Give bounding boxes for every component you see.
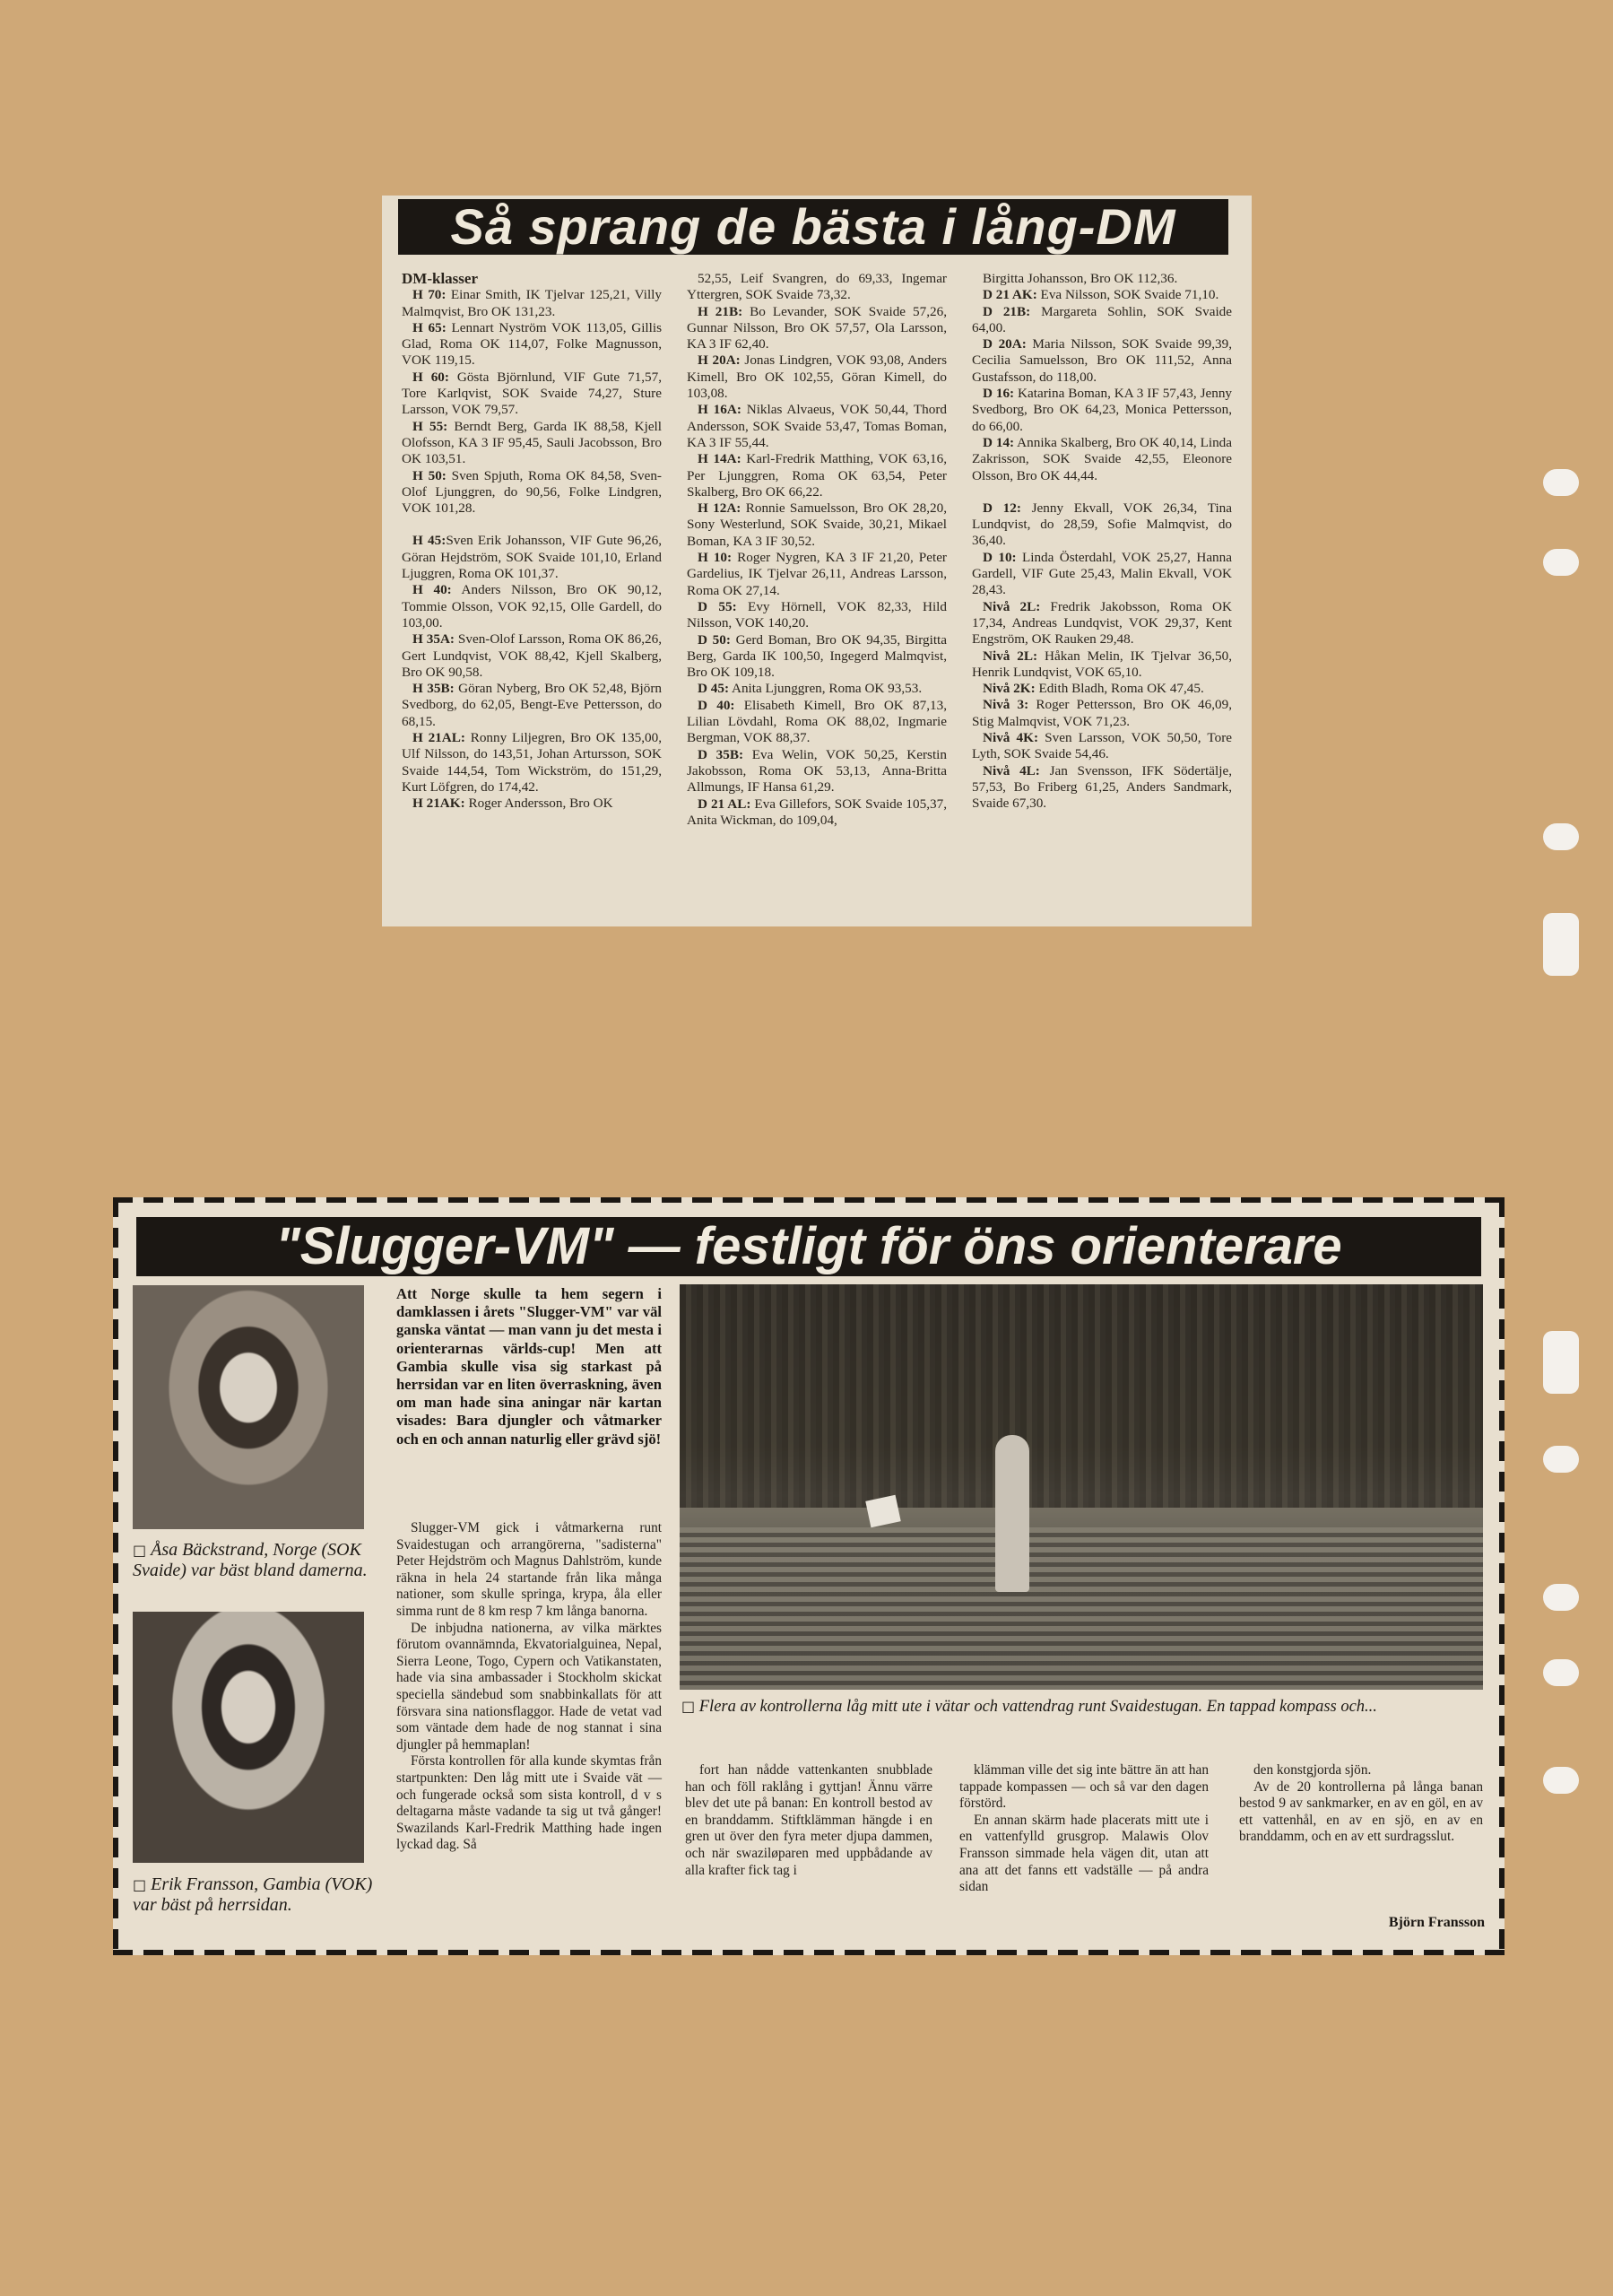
results-entry	[402, 681, 662, 730]
class-label: H 10:	[698, 550, 733, 566]
results-column-1	[402, 271, 662, 813]
article-paragraph: De inbjudna nationerna, av vilka märktes förutom ovannämnda, Ekvatorialguinea, Nepal, Sierra Leone, Togo, Cypern och Vatikanstaten, hade via sina ambassader i Stockholm skickat speciella sändebud som snabbinkallats för att försvara sina nationsflaggor. Hade de vetat vad som väntade dem hade de nog stannat i sina djungler på hemmaplan!	[396, 1620, 662, 1752]
class-label: D 12:	[983, 500, 1021, 516]
results-entry	[402, 468, 662, 517]
result-text: Eva Gillefors, SOK Svaide 105,37, Anita Wickman, do 109,04,	[687, 796, 947, 828]
result-text: Lennart Nyström VOK 113,05, Gillis Glad, Roma OK 114,07, Folke Magnusson, VOK 119,15.	[402, 319, 663, 369]
caption-box-icon: □	[133, 1876, 147, 1893]
result-text: Gösta Björnlund, VIF Gute 71,57, Tore Karlqvist, SOK Svaide 74,27, Sture Larsson, VOK 79,57.	[402, 369, 663, 418]
caption-box-icon: □	[681, 1698, 696, 1715]
results-entry	[972, 763, 1232, 813]
class-label: H 35A:	[412, 631, 455, 648]
class-label: D 40:	[698, 697, 735, 713]
class-label: D 35B:	[698, 746, 744, 762]
results-entry	[687, 698, 947, 747]
class-label: Nivå 4L:	[983, 762, 1040, 778]
results-entry	[687, 500, 947, 550]
results-entry	[687, 796, 947, 830]
article-paragraph: Slugger-VM gick i våtmarkerna runt Svaidestugan och arrangörerna, "sadisterna" Peter Hejdström och Magnus Dahlström, kunde räkna in hela 24 startande från lika många nationer, som skulle springa, krypa, åla eller simma runt de 8 km resp 7 km långa banorna.	[396, 1520, 662, 1619]
results-clipping	[382, 196, 1252, 926]
results-entry	[687, 681, 947, 697]
result-text: Sven Larsson, VOK 50,50, Tore Lyth, SOK Svaide 54,46.	[972, 730, 1233, 762]
results-column-3	[972, 271, 1232, 813]
result-text: Roger Andersson, Bro OK	[464, 796, 613, 812]
result-text: Roger Nygren, KA 3 IF 21,20, Peter Gardelius, IK Tjelvar 26,11, Andreas Larsson, Roma OK 27,14.	[687, 550, 947, 598]
results-entry	[687, 632, 947, 682]
article-column-1	[396, 1520, 662, 1854]
class-label: D 55:	[698, 598, 737, 614]
binder-hole	[1543, 823, 1579, 850]
class-label: H 20A:	[698, 352, 741, 369]
result-text: Fredrik Jakobsson, Roma OK 17,34, Andreas Lundqvist, VOK 29,37, Kent Engström, OK Rauken 29,48.	[972, 598, 1232, 648]
dashed-border	[113, 1197, 1505, 1203]
binder-hole	[1543, 1331, 1579, 1394]
wetland-runner-photo	[680, 1284, 1483, 1690]
results-entry	[687, 599, 947, 632]
class-label: H 21AK:	[412, 796, 465, 812]
article-paragraph: Av de 20 kontrollerna på långa banan bestod 9 av sankmarker, en av en göl, en av ett vattenhål, en av en sjö, en av en branddamm, och en av ett surdragsslut.	[1239, 1779, 1483, 1845]
class-label: D 16:	[983, 386, 1015, 402]
article-lead: Att Norge skulle ta hem segern i damklassen i årets "Slugger-VM" var väl ganska väntat — man vann ju det mesta i orienterarnas världs-cup! Men att Gambia skulle visa sig starkast på herrsidan var en liten överraskning, även om man hade sina aningar när kartan visades: Bara djungler och våtmarker och en och annan naturlig eller grävd sjö!	[396, 1285, 662, 1448]
result-text: Håkan Melin, IK Tjelvar 36,50, Henrik Lundqvist, VOK 65,10.	[972, 648, 1233, 680]
binder-hole	[1543, 1659, 1579, 1686]
results-entry	[687, 550, 947, 599]
result-text: Gerd Boman, Bro OK 94,35, Birgitta Berg, Garda IK 100,50, Ingegerd Malmqvist, Bro OK 109,18.	[687, 631, 947, 681]
article-column-4	[1239, 1762, 1483, 1846]
article-paragraph: den konstgjorda sjön.	[1253, 1762, 1372, 1778]
class-label: H 70:	[412, 287, 447, 303]
class-label: H 14A:	[698, 451, 741, 467]
result-text: Sven-Olof Larsson, Roma OK 86,26, Gert Lundqvist, VOK 88,42, Kjell Skalberg, Bro OK 90,58.	[402, 631, 662, 680]
binder-hole	[1543, 1584, 1579, 1611]
results-entry	[687, 402, 947, 451]
caption-text: Flera av kontrollerna låg mitt ute i vätar och vattendrag runt Svaidestugan. En tappad kompass och...	[698, 1698, 1377, 1716]
caption-text: Erik Fransson, Gambia (VOK) var bäst på herrsidan.	[133, 1874, 373, 1915]
result-text: 52,55, Leif Svangren, do 69,33, Ingemar Yttergren, SOK Svaide 73,32.	[687, 271, 947, 303]
result-text: Ronny Liljegren, Bro OK 135,00, Ulf Nilsson, do 143,51, Johan Artursson, SOK Svaide 144,54, Tom Wickström, do 151,29, Kurt Löfgren, do 174,42.	[402, 730, 662, 795]
results-entry	[972, 730, 1232, 763]
result-text: Jenny Ekvall, VOK 26,34, Tina Lundqvist, do 28,59, Sofie Malmqvist, do 36,40.	[972, 500, 1232, 549]
article-clipping	[113, 1197, 1505, 1955]
result-text: Edith Bladh, Roma OK 47,45.	[1035, 681, 1204, 697]
class-label: H 21B:	[698, 303, 743, 319]
results-section-heading: DM-klasser	[402, 270, 478, 287]
caption-asa	[133, 1540, 373, 1581]
results-entry	[972, 648, 1232, 682]
dashed-border	[113, 1950, 1505, 1955]
result-text: Birgitta Johansson, Bro OK 112,36.	[983, 271, 1178, 286]
article-paragraph: En annan skärm hade placerats mitt ute i en vattenfylld grusgrop. Malawis Olov Fransson simmade hela vägen dit, utan att ana att det fanns ett vadställe — på andra sidan	[959, 1812, 1209, 1895]
class-label: H 40:	[412, 582, 452, 598]
class-label: H 45:	[412, 533, 447, 549]
result-text: Jonas Lindgren, VOK 93,08, Anders Kimell, Bro OK 102,55, Göran Kimell, do 103,08.	[687, 352, 947, 402]
result-text: Margareta Sohlin, SOK Svaide 64,00.	[972, 303, 1232, 335]
results-entry	[972, 271, 1232, 287]
class-label: D 21B:	[983, 303, 1031, 319]
results-entry	[972, 550, 1232, 599]
results-entry	[972, 697, 1232, 730]
class-label: H 12A:	[698, 500, 741, 517]
result-text: Ronnie Samuelsson, Bro OK 28,20, Sony Westerlund, SOK Svaide, 30,21, Mikael Boman, KA 3 IF 30,52.	[687, 500, 947, 549]
results-entry	[972, 287, 1232, 303]
class-label: H 21AL:	[412, 730, 465, 746]
result-text: Annika Skalberg, Bro OK 40,14, Linda Zakrisson, SOK Svaide 42,55, Eleonore Olsson, Bro OK 44,44.	[972, 434, 1233, 483]
dashed-border	[1499, 1197, 1505, 1955]
result-text: Katarina Boman, KA 3 IF 57,43, Jenny Svedborg, Bro OK 64,23, Monica Pettersson, do 66,00.	[972, 386, 1233, 434]
result-text: Jan Svensson, IFK Södertälje, 57,53, Bo Friberg 61,25, Anders Sandmark, Svaide 67,30.	[972, 762, 1232, 812]
result-text: Karl-Fredrik Matthing, VOK 63,16, Per Ljunggren, Roma OK 63,54, Peter Skalberg, Bro OK 66,22.	[687, 451, 947, 500]
class-label: Nivå 4K:	[983, 730, 1039, 746]
class-label: H 16A:	[698, 402, 741, 418]
results-entry	[402, 631, 662, 681]
class-label: Nivå 2L:	[983, 598, 1041, 614]
runner-figure	[995, 1435, 1029, 1592]
binder-hole	[1543, 1767, 1579, 1794]
results-headline: Så sprang de bästa i lång-DM	[398, 199, 1228, 255]
article-column-2	[685, 1762, 932, 1879]
result-text: Sven Spjuth, Roma OK 84,58, Sven-Olof Ljunggren, do 90,56, Folke Lindgren, VOK 101,28.	[402, 467, 662, 517]
article-paragraph: Första kontrollen för alla kunde skymtas från startpunkten: Den låg mitt ute i Svaide vät — och fungerade också som sista kontroll, d v s deltagarna måste vadande ta sig ut två gånger! Swazilands Karl-Fredrik Matthing hade ingen lyckad dag. Så	[396, 1753, 662, 1853]
class-label: D 20A:	[983, 336, 1027, 352]
results-columns	[402, 271, 1236, 1060]
results-entry	[402, 419, 662, 468]
class-label: H 55:	[412, 418, 448, 434]
result-text: Anders Nilsson, Bro OK 90,12, Tommie Olsson, VOK 92,15, Olle Gardell, do 103,00.	[402, 582, 662, 631]
class-label: H 65:	[412, 319, 447, 335]
binder-hole	[1543, 913, 1579, 976]
result-text: Anita Ljunggren, Roma OK 93,53.	[729, 681, 923, 697]
results-entry	[972, 435, 1232, 484]
photo-water	[680, 1527, 1483, 1690]
binder-hole	[1543, 549, 1579, 576]
class-label: H 60:	[412, 369, 449, 385]
results-entry	[972, 336, 1232, 386]
result-text: Berndt Berg, Garda IK 88,58, Kjell Olofsson, KA 3 IF 95,45, Sauli Jacobsson, Bro OK 103,51.	[402, 418, 662, 467]
binder-hole	[1543, 1446, 1579, 1473]
caption-text: Åsa Bäckstrand, Norge (SOK Svaide) var bäst bland damerna.	[133, 1540, 368, 1580]
class-label: D 45:	[698, 681, 730, 697]
results-entry	[972, 500, 1232, 550]
article-paragraph: fort han nådde vattenkanten snubblade han och föll raklång i gyttjan! Ännu värre blev det ute på banan: En kontroll bestod av en branddamm. Stiftklämman hängde i en gren ut över den fyra meter djupa dammen, och när swaziløparen med uppbådande av alla krafter fick tag i	[685, 1762, 932, 1878]
result-text: Sven Erik Johansson, VIF Gute 96,26, Göran Hejdström, SOK Svaide 101,10, Erland Ljuggren, Roma OK 101,37.	[402, 533, 662, 582]
photo-trees	[680, 1284, 1483, 1508]
portrait-photo-erik	[133, 1612, 364, 1863]
results-entry	[972, 681, 1232, 697]
results-entry	[402, 370, 662, 419]
results-entry	[402, 796, 662, 812]
result-text: Eva Nilsson, SOK Svaide 71,10.	[1036, 287, 1219, 303]
results-entry	[972, 304, 1232, 337]
result-text: Bo Levander, SOK Svaide 57,26, Gunnar Nilsson, Bro OK 57,57, Ola Larsson, KA 3 IF 62,40.	[687, 303, 947, 352]
class-label: D 21 AL:	[698, 796, 751, 812]
article-column-3	[959, 1762, 1209, 1896]
results-entry	[402, 320, 662, 370]
results-entry	[402, 533, 662, 582]
results-entry	[687, 352, 947, 402]
class-label: D 50:	[698, 631, 731, 648]
results-entry	[402, 582, 662, 631]
article-paragraph: klämman ville det sig inte bättre än att han tappade kompassen — och så var den dagen förstörd.	[959, 1762, 1209, 1812]
class-label: D 21 AK:	[983, 287, 1037, 303]
result-text: Linda Österdahl, VOK 25,27, Hanna Gardell, VIF Gute 25,43, Malin Ekvall, VOK 28,43.	[972, 549, 1232, 598]
class-label: Nivå 2K:	[983, 681, 1036, 697]
results-entry	[972, 386, 1232, 435]
class-label: Nivå 2L:	[983, 648, 1038, 664]
result-text: Eva Welin, VOK 50,25, Kerstin Jakobsson, Roma OK 53,13, Anna-Britta Allmungs, IF Hansa 61,29.	[687, 746, 947, 796]
results-entry	[687, 271, 947, 304]
results-entry	[687, 451, 947, 500]
results-entry	[402, 287, 662, 320]
result-text: Roger Pettersson, Bro OK 46,09, Stig Malmqvist, VOK 71,23.	[972, 697, 1232, 729]
results-column-2	[687, 271, 947, 829]
article-headline: "Slugger-VM" — festligt för öns orienterare	[136, 1217, 1481, 1276]
control-flag-icon	[865, 1495, 900, 1527]
dashed-border	[113, 1197, 118, 1955]
class-label: H 35B:	[412, 681, 455, 697]
caption-box-icon: □	[133, 1542, 147, 1559]
results-entry	[687, 747, 947, 796]
class-label: H 50:	[412, 467, 447, 483]
class-label: Nivå 3:	[983, 697, 1029, 713]
result-text: Elisabeth Kimell, Bro OK 87,13, Lilian Lövdahl, Roma OK 88,02, Ingmarie Bergman, VOK 88,37.	[687, 697, 947, 746]
results-entry	[687, 304, 947, 353]
results-entry	[402, 730, 662, 796]
portrait-photo-asa	[133, 1285, 364, 1529]
results-entry	[972, 599, 1232, 648]
binder-hole	[1543, 469, 1579, 496]
caption-photo	[681, 1697, 1479, 1717]
caption-erik	[133, 1874, 373, 1916]
result-text: Niklas Alvaeus, VOK 50,44, Thord Andersson, SOK Svaide 53,47, Tomas Boman, KA 3 IF 55,44.	[687, 402, 947, 450]
result-text: Maria Nilsson, SOK Svaide 99,39, Cecilia Samuelsson, Bro OK 111,52, Anna Gustafsson, do 118,00.	[972, 336, 1232, 385]
byline: Björn Fransson	[1388, 1915, 1485, 1930]
class-label: D 14:	[983, 434, 1015, 450]
result-text: Evy Hörnell, VOK 82,33, Hild Nilsson, VOK 140,20.	[687, 598, 947, 631]
class-label: D 10:	[983, 549, 1017, 565]
result-text: Einar Smith, IK Tjelvar 125,21, Villy Malmqvist, Bro OK 131,23.	[402, 287, 662, 319]
result-text: Göran Nyberg, Bro OK 52,48, Björn Svedborg, do 62,05, Bengt-Eve Pettersson, do 68,15.	[402, 681, 662, 729]
